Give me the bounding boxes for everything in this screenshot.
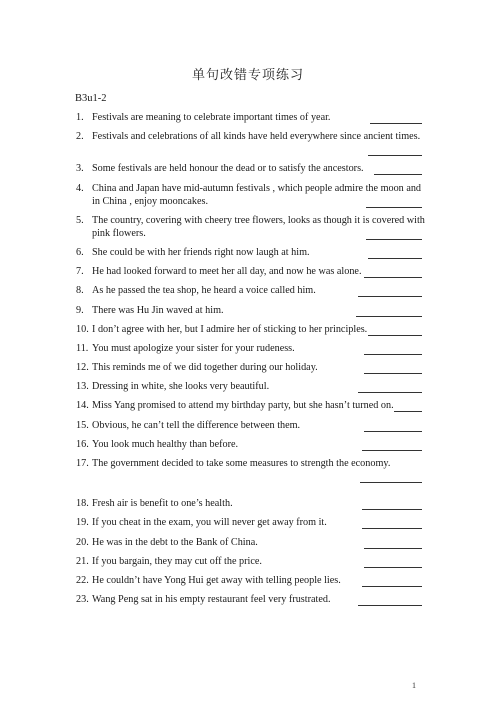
item-sentence: China and Japan have mid-autumn festivals , which people admire the moon and (92, 182, 422, 194)
item-number: 19. (76, 517, 89, 529)
item-number: 16. (76, 438, 89, 450)
answer-blank[interactable] (394, 411, 422, 412)
answer-blank[interactable] (366, 207, 422, 208)
answer-blank[interactable] (362, 586, 422, 587)
exercise-item (76, 497, 422, 510)
exercise-item (76, 380, 422, 393)
answer-blank[interactable] (364, 431, 422, 432)
item-sentence: You look much healthy than before. (92, 438, 239, 450)
answer-blank[interactable] (370, 123, 422, 124)
item-sentence: This reminds me of we did together during our holiday. (92, 362, 318, 374)
exercise-item (76, 399, 422, 412)
page-number: 1 (412, 681, 416, 690)
exercise-item (76, 593, 422, 606)
item-sentence: Fresh air is benefit to one’s health. (92, 498, 233, 510)
item-number: 4. (76, 182, 84, 194)
exercise-item (76, 516, 422, 529)
exercise-item (76, 162, 422, 175)
exercise-item (76, 438, 422, 451)
item-number: 12. (76, 362, 89, 374)
exercise-item (76, 555, 422, 568)
item-number: 21. (76, 555, 89, 567)
exercise-list (76, 111, 425, 612)
item-sentence: He couldn’t have Yong Hui get away with telling people lies. (92, 574, 341, 586)
exercise-item (76, 304, 422, 317)
item-sentence: Some festivals are held honour the dead or to satisfy the ancestors. (92, 163, 364, 175)
item-sentence: I don’t agree with her, but I admire her of sticking to her principles. (92, 323, 368, 335)
exercise-item (76, 130, 422, 156)
item-number: 15. (76, 419, 89, 431)
item-sentence: She could be with her friends right now laugh at him. (92, 246, 310, 258)
exercise-item (76, 284, 422, 297)
exercise-item (76, 419, 422, 432)
exercise-item (76, 361, 422, 374)
section-label: B3u1-2 (75, 93, 107, 104)
answer-blank[interactable] (362, 450, 422, 451)
answer-blank[interactable] (356, 316, 422, 317)
item-number: 5. (76, 214, 84, 226)
answer-blank[interactable] (364, 373, 422, 374)
answer-blank[interactable] (362, 528, 422, 529)
answer-blank[interactable] (368, 335, 422, 336)
answer-blank[interactable] (368, 155, 422, 156)
item-number: 14. (76, 400, 89, 412)
exercise-item (76, 111, 422, 124)
item-number: 13. (76, 381, 89, 393)
item-number: 11. (76, 342, 89, 354)
item-number: 17. (76, 458, 89, 469)
answer-blank[interactable] (364, 354, 422, 355)
exercise-item (76, 342, 422, 355)
item-number: 3. (76, 163, 84, 175)
answer-blank[interactable] (358, 296, 422, 297)
item-number: 9. (76, 304, 84, 316)
exercise-item (76, 574, 422, 587)
answer-blank[interactable] (362, 509, 422, 510)
item-sentence-continued: in China , enjoy mooncakes. (92, 195, 209, 207)
item-sentence: He was in the debt to the Bank of China. (92, 536, 258, 548)
answer-blank[interactable] (368, 258, 422, 259)
item-sentence: Miss Yang promised to attend my birthday party, but she hasn’t turned on. (92, 400, 394, 412)
item-sentence: Wang Peng sat in his empty restaurant feel very frustrated. (92, 594, 331, 606)
item-number: 8. (76, 285, 84, 297)
item-number: 6. (76, 246, 84, 258)
answer-blank[interactable] (366, 239, 422, 240)
item-sentence: You must apologize your sister for your rudeness. (92, 342, 295, 354)
item-number: 7. (76, 266, 84, 278)
item-sentence: Festivals and celebrations of all kinds have held everywhere since ancient times. (92, 131, 421, 143)
page-title: 单句改错专项练习 (191, 68, 304, 83)
item-number: 20. (76, 536, 89, 548)
item-sentence-continued: pink flowers. (92, 227, 146, 239)
item-sentence: Obvious, he can’t tell the difference between them. (92, 419, 301, 431)
exercise-item (76, 323, 422, 336)
item-sentence: Dressing in white, she looks very beautiful. (92, 381, 270, 393)
item-sentence: The country, covering with cheery tree flowers, looks as though it is covered with (92, 214, 425, 226)
exercise-item (76, 457, 422, 483)
answer-blank[interactable] (374, 174, 422, 175)
answer-blank[interactable] (358, 605, 422, 606)
item-number: 1. (76, 112, 84, 123)
item-sentence: If you cheat in the exam, you will never get away from it. (92, 517, 327, 529)
item-sentence: If you bargain, they may cut off the price. (92, 555, 262, 567)
answer-blank[interactable] (364, 548, 422, 549)
exercise-item (76, 182, 422, 208)
item-number: 10. (76, 323, 89, 335)
item-number: 2. (76, 131, 84, 143)
item-number: 18. (76, 498, 89, 510)
item-sentence: He had looked forward to meet her all day, and now he was alone. (92, 266, 362, 278)
item-sentence: There was Hu Jin waved at him. (92, 304, 224, 316)
exercise-item (76, 265, 422, 278)
answer-blank[interactable] (364, 277, 422, 278)
answer-blank[interactable] (364, 567, 422, 568)
exercise-item (76, 214, 425, 240)
item-sentence: The government decided to take some measures to strength the economy. (92, 458, 391, 469)
item-sentence: Festivals are meaning to celebrate important times of year. (92, 112, 331, 123)
answer-blank[interactable] (360, 482, 422, 483)
exercise-item (76, 246, 422, 259)
item-sentence: As he passed the tea shop, he heard a voice called him. (92, 285, 316, 297)
item-number: 22. (76, 574, 89, 586)
item-number: 23. (76, 594, 89, 606)
answer-blank[interactable] (358, 392, 422, 393)
exercise-item (76, 536, 422, 549)
